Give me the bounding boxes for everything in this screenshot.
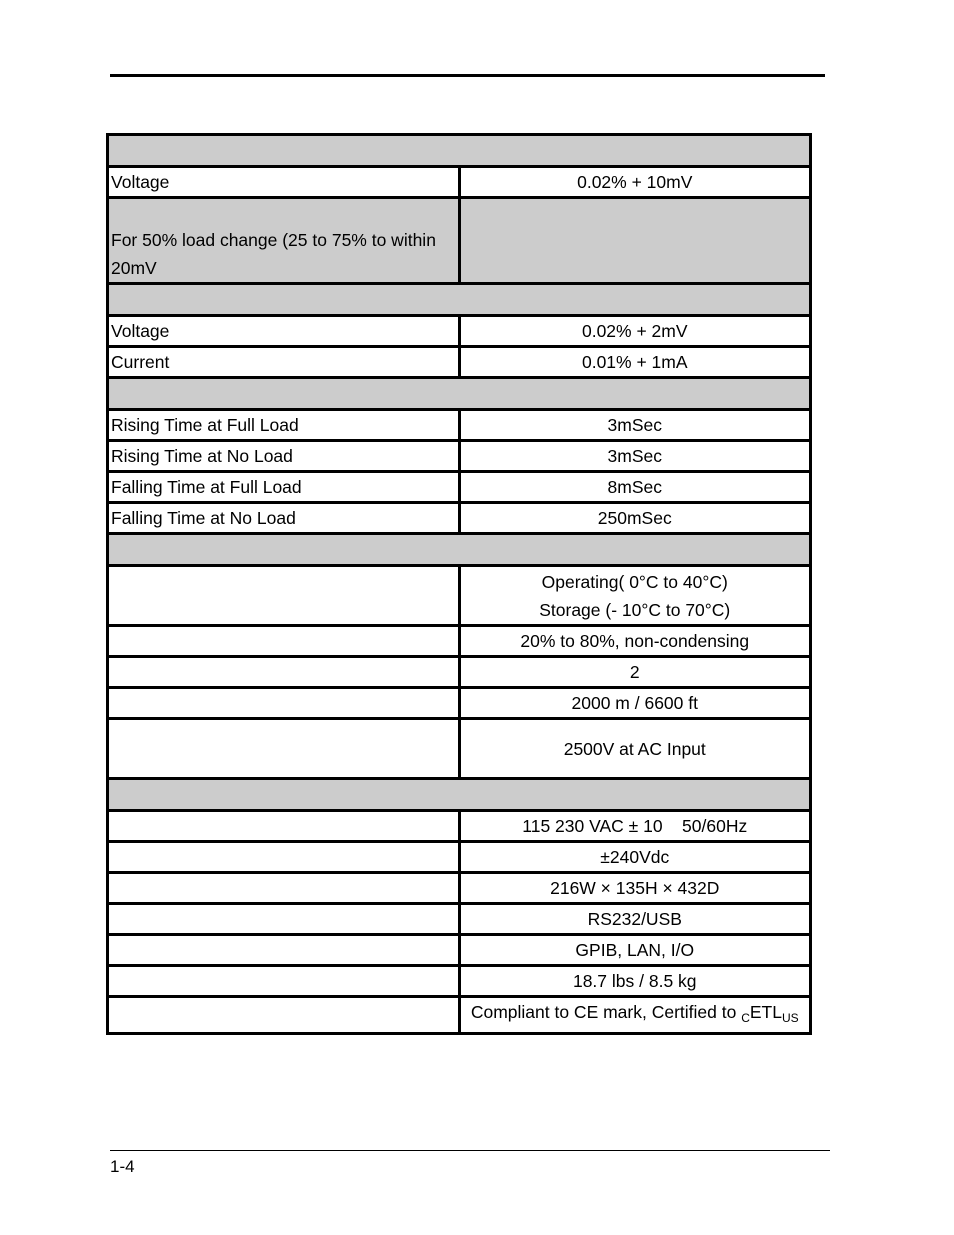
row-label: Rising Time at Full Load — [108, 410, 460, 441]
table-row — [108, 198, 811, 284]
specification-table — [106, 133, 812, 1035]
header-rule — [110, 74, 825, 77]
table-row — [108, 316, 811, 347]
row-value: 216W × 135H × 432D — [459, 873, 811, 904]
row-value: 0.01% + 1mA — [459, 347, 811, 378]
table-row — [108, 441, 811, 472]
table-row — [108, 719, 811, 779]
section-header-cell — [108, 378, 811, 410]
row-value: 0.02% + 2mV — [459, 316, 811, 347]
table-row — [108, 410, 811, 441]
row-label: Falling Time at Full Load — [108, 472, 460, 503]
section-header-row — [108, 378, 811, 410]
cetl-us-mark: US — [781, 1011, 799, 1025]
row-label — [108, 842, 460, 873]
section-header-cell — [108, 284, 811, 316]
row-value: 3mSec — [459, 441, 811, 472]
row-value — [459, 997, 811, 1034]
table-row — [108, 503, 811, 534]
row-value: 2 — [459, 657, 811, 688]
section-header-cell — [108, 534, 811, 566]
table-row — [108, 935, 811, 966]
table-row — [108, 904, 811, 935]
row-label: Current — [108, 347, 460, 378]
row-value: ±240Vdc — [459, 842, 811, 873]
cetl-c-mark: C — [741, 1011, 750, 1025]
row-value: RS232/USB — [459, 904, 811, 935]
row-value: 115 230 VAC ± 10 50/60Hz — [459, 811, 811, 842]
table-row — [108, 966, 811, 997]
table-row — [108, 811, 811, 842]
row-label: For 50% load change (25 to 75% to within 20mV — [108, 198, 460, 284]
row-label — [108, 688, 460, 719]
table-row — [108, 842, 811, 873]
row-label — [108, 811, 460, 842]
row-value: 2500V at AC Input — [459, 719, 811, 779]
row-label: Rising Time at No Load — [108, 441, 460, 472]
row-label — [108, 935, 460, 966]
table-row — [108, 566, 811, 626]
table-row — [108, 472, 811, 503]
section-header-row — [108, 534, 811, 566]
value-line-operating: Operating( 0°C to 40°C) — [541, 571, 728, 592]
table-row — [108, 626, 811, 657]
row-label — [108, 657, 460, 688]
table-row — [108, 688, 811, 719]
page-number: 1-4 — [110, 1157, 135, 1176]
row-value: 3mSec — [459, 410, 811, 441]
row-value: 20% to 80%, non-condensing — [459, 626, 811, 657]
row-label: Voltage — [108, 316, 460, 347]
table-row — [108, 167, 811, 198]
row-value — [459, 198, 811, 284]
row-label — [108, 566, 460, 626]
table-row — [108, 657, 811, 688]
table-row — [108, 997, 811, 1034]
section-header-row — [108, 135, 811, 167]
table-row — [108, 873, 811, 904]
row-label: Falling Time at No Load — [108, 503, 460, 534]
row-label — [108, 904, 460, 935]
row-label — [108, 873, 460, 904]
row-value: 8mSec — [459, 472, 811, 503]
row-label — [108, 626, 460, 657]
row-value — [459, 566, 811, 626]
section-header-cell — [108, 135, 811, 167]
table-row — [108, 347, 811, 378]
row-value: 2000 m / 6600 ft — [459, 688, 811, 719]
row-value: GPIB, LAN, I/O — [459, 935, 811, 966]
row-value: 18.7 lbs / 8.5 kg — [459, 966, 811, 997]
section-header-cell — [108, 779, 811, 811]
row-label: Voltage — [108, 167, 460, 198]
row-label — [108, 966, 460, 997]
row-label — [108, 719, 460, 779]
row-label — [108, 997, 460, 1034]
cetl-etl-mark: ETL — [749, 1002, 782, 1022]
section-header-row — [108, 779, 811, 811]
row-value: 250mSec — [459, 503, 811, 534]
compliance-text: Compliant to CE mark, Certified to — [470, 1002, 742, 1022]
row-value: 0.02% + 10mV — [459, 167, 811, 198]
footer-rule — [110, 1150, 830, 1151]
value-line-storage: Storage (- 10°C to 70°C) — [539, 599, 731, 620]
section-header-row — [108, 284, 811, 316]
